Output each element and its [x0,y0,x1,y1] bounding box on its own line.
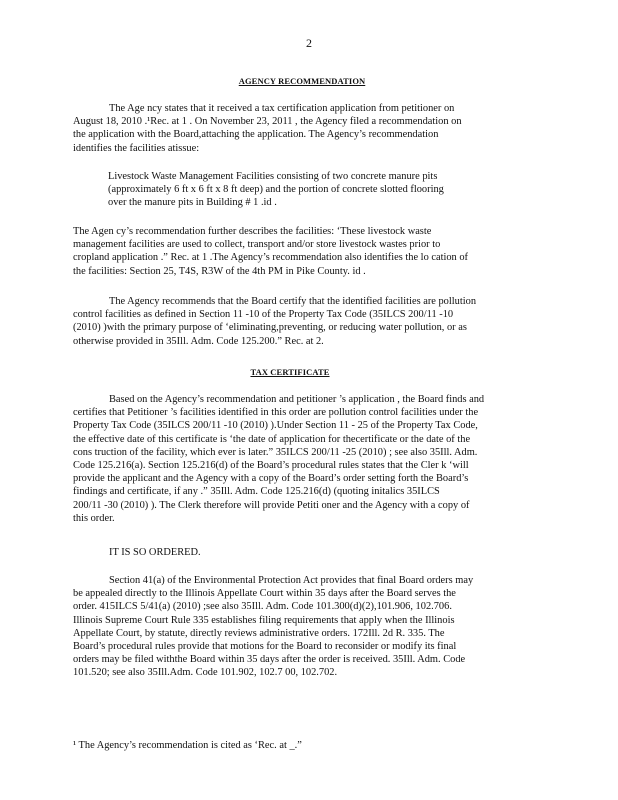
text-line: Property Tax Code (35ILCS 200/11 -10 (2010) ).Under Section 11 - 25 of the Property Tax Code, [73,420,478,432]
text-line: this order. [73,512,115,524]
text-line: The Agen cy’s recommendation further describes the facilities: ‘These livestock waste [73,226,432,237]
text-line: Based on the Agency’s recommendation and petitioner ’s application , the Board finds and [109,394,485,405]
text-line: otherwise provided in 35Ill. Adm. Code 125.200.” Rec. at 2. [73,335,324,347]
text-line: be appealed directly to the Illinois Appellate Court within 35 days after the Board serves the [73,588,456,600]
page-number: 2 [306,36,312,50]
text-line: certifies that Petitioner ’s facilities identified in this order are pollution control facilities under the [73,407,479,419]
heading-tax-certificate: TAX CERTIFICATE [250,367,330,377]
text-line: Appellate Court, by statute, directly reviews administrative orders. 172Ill. 2d R. 335. The [73,627,445,639]
text-line: identifies the facilities atissue: [73,142,200,154]
text-line: Livestock Waste Management Facilities consisting of two concrete manure pits [108,171,438,182]
text-line: management facilities are used to collect, transport and/or store livestock wastes prior to [73,239,441,251]
text-line: order. 415ILCS 5/41(a) (2010) ;see also 35Ill. Adm. Code 101.300(d)(2),101.906, 102.706. [73,601,452,613]
text-line: the application with the Board,attaching the application. The Agency’s recommendation [73,129,439,141]
text-line: Section 41(a) of the Environmental Protection Act provides that final Board orders may [109,575,474,586]
block-quote-facilities [108,170,508,210]
text-line: cons truction of the facility, which ever is later.” 35ILCS 200/11 -25 (2010) ; see also 35Ill. Adm. [73,446,478,458]
text-line: IT IS SO ORDERED. [109,547,201,558]
text-line: cropland application .” Rec. at 1 .The Agency’s recommendation also identifies the lo cation of [73,252,469,264]
paragraph-agency-states [73,102,537,155]
text-line: Illinois Supreme Court Rule 335 establishes filing requirements that apply when the Illinois [73,614,455,626]
text-line: the effective date of this certificate is ‘the date of application for thecertificate or the date of the [73,433,471,445]
paragraph-facilities-description [73,225,537,278]
text-line: August 18, 2010 .¹Rec. at 1 . On November 23, 2011 , the Agency filed a recommendation on [73,116,462,128]
text-line: 101.520; see also 35Ill.Adm. Code 101.902, 102.7 00, 102.702. [73,667,338,679]
it-is-so-ordered [109,546,309,559]
text-line: The Age ncy states that it received a tax certification application from petitioner on [109,103,455,114]
paragraph-agency-recommends [73,295,537,348]
heading-agency-recommendation: AGENCY RECOMMENDATION [238,76,366,86]
text-line: findings and certificate, if any .” 35Ill. Adm. Code 125.216(d) (quoting initalics 35ILCS [73,486,440,498]
text-line: provide the applicant and the Agency with a copy of the Board’s order setting forth the Board’s [73,473,469,485]
text-line: The Agency recommends that the Board certify that the identified facilities are pollution [109,296,477,307]
text-line: control facilities as defined in Section 11 -10 of the Property Tax Code (35ILCS 200/11 -10 [73,309,454,321]
text-line: Code 125.216(a). Section 125.216(d) of the Board’s procedural rules states that the Cler k ‘will [73,460,469,472]
text-line: Board’s procedural rules provide that motions for the Board to reconsider or modify its final [73,641,457,653]
text-line: orders may be filed withthe Board within 35 days after the order is received. 35Ill. Adm. Code [73,654,466,666]
text-line: (2010) )with the primary purpose of ‘eliminating,preventing, or reducing water pollution, or as [73,322,467,334]
text-line: the facilities: Section 25, T4S, R3W of the 4th PM in Pike County. id . [73,265,366,277]
footnote-1: ¹ The Agency’s recommendation is cited as ‘Rec. at _.” [73,740,302,751]
text-line: over the manure pits in Building # 1 .id . [108,197,277,209]
text-line: (approximately 6 ft x 6 ft x 8 ft deep) and the portion of concrete slotted flooring [108,184,444,196]
paragraph-board-finds [73,393,537,525]
paragraph-appeal-rights [73,574,537,680]
text-line: 200/11 -30 (2010) ). The Clerk therefore will provide Petiti oner and the Agency with a copy of [73,499,470,511]
